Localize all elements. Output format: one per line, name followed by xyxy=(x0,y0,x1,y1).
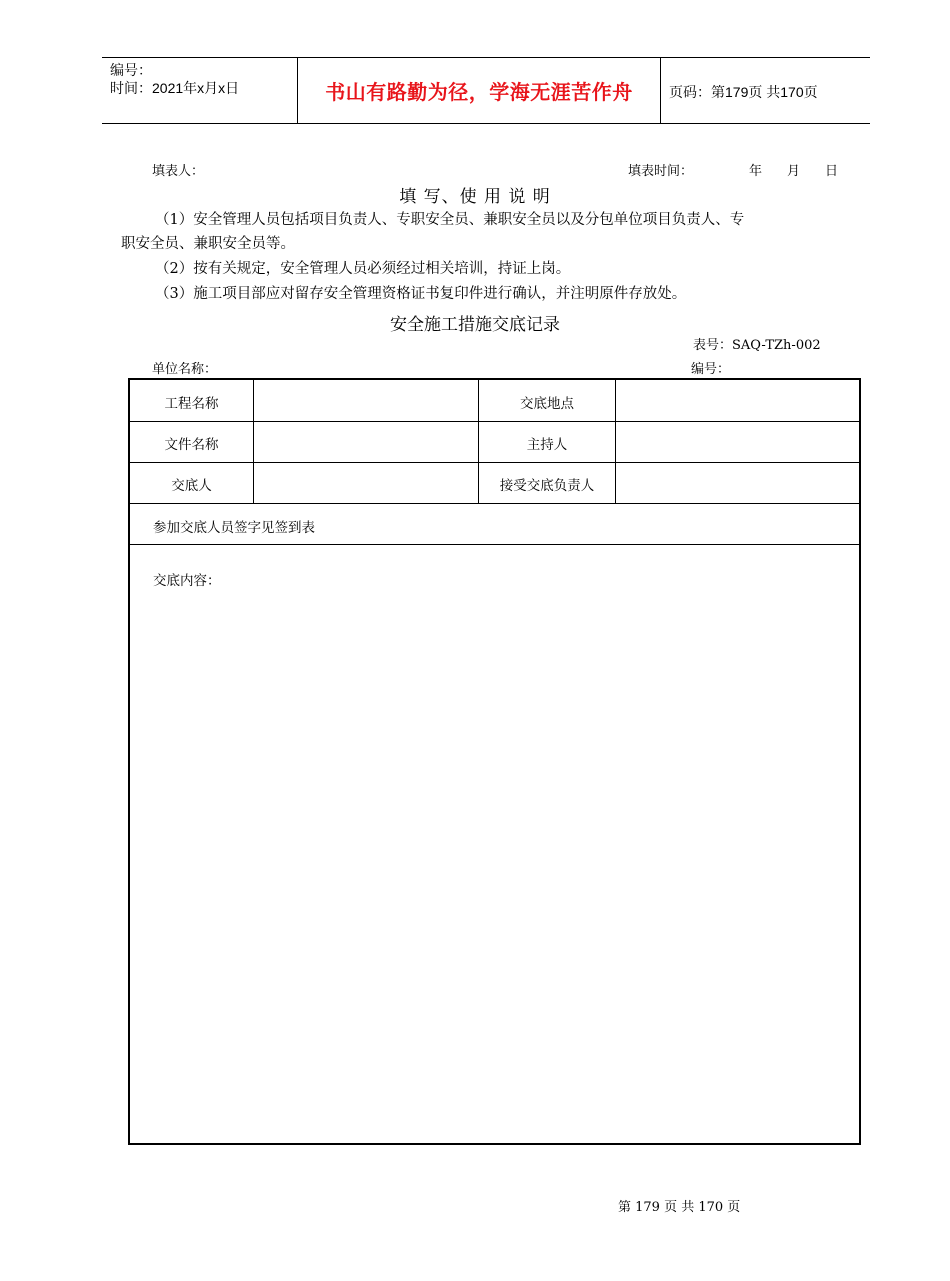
form-number: 表号：SAQ-TZh-002 xyxy=(693,338,821,353)
discloser-field[interactable] xyxy=(254,463,478,503)
instruction-item-2: （2）按有关规定，安全管理人员必须经过相关培训，持证上岗。 xyxy=(155,261,571,277)
disclosure-form-table xyxy=(128,378,861,1145)
table-row-divider xyxy=(130,503,859,504)
instruction-item-1-line-2: 职安全员、兼职安全员等。 xyxy=(121,236,295,252)
header-divider-right xyxy=(660,57,661,123)
host-label: 主持人 xyxy=(526,437,568,453)
fill-month: 月 xyxy=(787,164,801,179)
fill-year: 年 xyxy=(749,164,763,179)
header-bottom-rule xyxy=(102,123,870,124)
location-label: 交底地点 xyxy=(520,396,574,412)
host-field[interactable] xyxy=(616,422,861,462)
project-name-field[interactable] xyxy=(254,380,478,421)
fill-day: 日 xyxy=(825,164,839,179)
instruction-item-3: （3）施工项目部应对留存安全管理资格证书复印件进行确认，并注明原件存放处。 xyxy=(155,286,687,302)
page-footer: 第 179 页 共 170 页 xyxy=(618,1200,741,1215)
receiver-label: 接受交底负责人 xyxy=(499,478,595,494)
file-name-label: 文件名称 xyxy=(164,437,219,453)
location-field[interactable] xyxy=(616,380,861,421)
serial-number-label: 编号： xyxy=(691,362,731,377)
receiver-field[interactable] xyxy=(616,463,861,503)
header-time-label: 时间：2021年x月x日 xyxy=(110,80,240,96)
attendees-note: 参加交底人员签字见签到表 xyxy=(153,520,315,536)
unit-name-label: 单位名称： xyxy=(152,362,218,377)
record-title: 安全施工措施交底记录 xyxy=(390,315,560,335)
fill-time-label: 填表时间： xyxy=(628,164,694,179)
header-number-label: 编号： xyxy=(110,62,152,78)
content-label: 交底内容： xyxy=(153,573,221,589)
instructions-title: 填 写、使 用 说 明 xyxy=(399,187,551,207)
discloser-label: 交底人 xyxy=(171,478,212,494)
header-motto: 书山有路勤为径，学海无涯苦作舟 xyxy=(325,80,633,104)
header-page-info: 页码：第179页 共170页 xyxy=(669,84,818,100)
content-field[interactable] xyxy=(130,590,859,1143)
file-name-field[interactable] xyxy=(254,422,478,462)
project-name-label: 工程名称 xyxy=(164,396,219,412)
filler-label: 填表人： xyxy=(152,164,205,179)
header-top-rule xyxy=(102,57,870,58)
instruction-item-1-line-1: （1）安全管理人员包括项目负责人、专职安全员、兼职安全员以及分包单位项目负责人、专 xyxy=(155,212,745,228)
table-row-divider xyxy=(130,544,859,545)
